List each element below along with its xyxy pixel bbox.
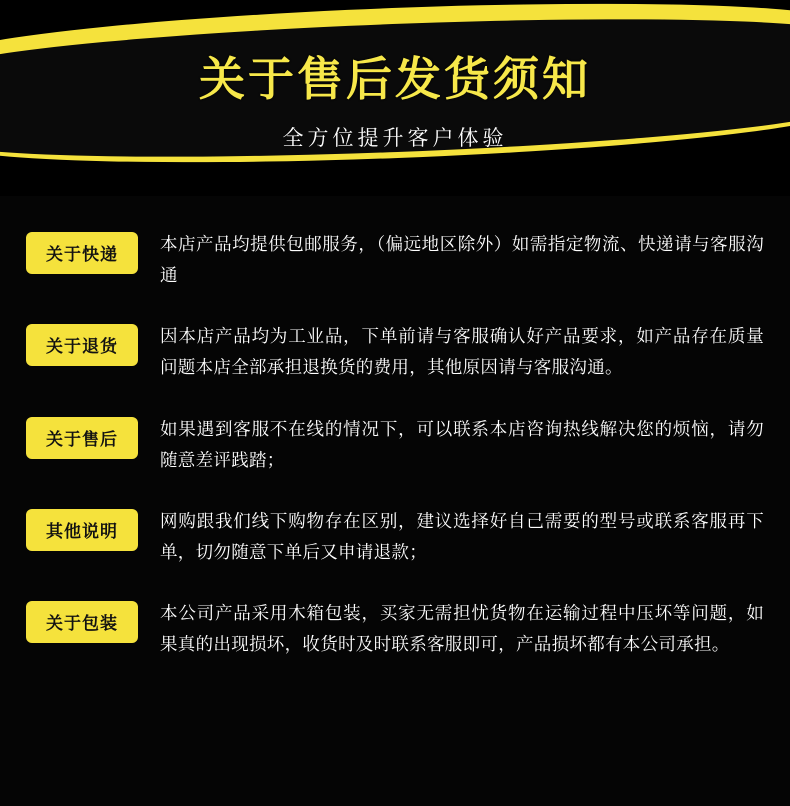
section-tag-returns: 关于退货 [26,324,138,366]
section-text-other: 网购跟我们线下购物存在区别，建议选择好自己需要的型号或联系客服再下单，切勿随意下单后又申请退款； [160,511,764,563]
notice-row [26,230,764,292]
page-header-banner [0,0,790,196]
section-text-packaging: 本公司产品采用木箱包装，买家无需担忧货物在运输过程中压坏等问题，如果真的出现损坏，收货时及时联系客服即可，产品损坏都有本公司承担。 [160,604,764,656]
section-text-express: 本店产品均提供包邮服务，（偏远地区除外）如需指定物流、快递请与客服沟通 [160,235,764,287]
header-text-group [0,0,790,196]
section-tag-other: 其他说明 [26,509,138,551]
section-tag-after-sales: 关于售后 [26,417,138,459]
notice-row [26,322,764,384]
page-title: 关于售后发货须知 [199,51,591,106]
notice-row [26,599,764,661]
section-text-after-sales: 如果遇到客服不在线的情况下，可以联系本店咨询热线解决您的烦恼，请勿随意差评践踏； [160,419,764,471]
section-text-returns: 因本店产品均为工业品，下单前请与客服确认好产品要求，如产品存在质量问题本店全部承担退换货的费用，其他原因请与客服沟通。 [160,327,764,379]
section-tag-packaging: 关于包装 [26,601,138,643]
page-subtitle: 全方位提升客户体验 [282,126,508,151]
notice-row [26,415,764,477]
notice-sections [0,196,790,661]
section-tag-express: 关于快递 [26,232,138,274]
notice-row [26,507,764,569]
